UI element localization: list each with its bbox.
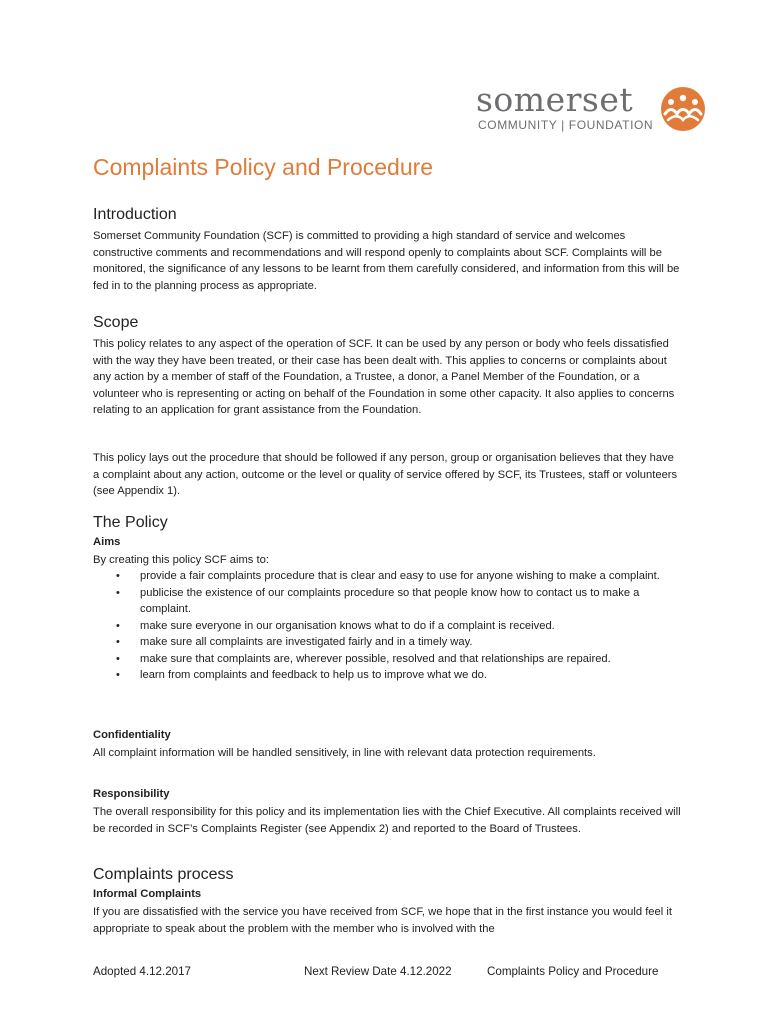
aims-list <box>112 568 672 684</box>
aims-label: Aims <box>93 536 121 548</box>
aim-item: • make sure all complaints are investigated fairly and in a timely way. <box>112 634 672 651</box>
somerset-community-foundation-logo <box>476 80 712 136</box>
aim-item: • make sure that complaints are, wherever possible, resolved and that relationships are repaired. <box>112 651 672 668</box>
logo-wordmark: somerset <box>476 80 634 119</box>
introduction-heading: Introduction <box>93 206 177 223</box>
informal-complaints-label: Informal Complaints <box>93 888 202 900</box>
responsibility-text: The overall responsibility for this policy and its implementation lies with the Chief Executive. All complaints received will be recorded in SCF’s Complaints Register (see Appendix 2) and reported to the Board of Trustees. <box>93 806 681 835</box>
page-title: Complaints Policy and Procedure <box>93 154 434 180</box>
responsibility-label: Responsibility <box>93 788 170 800</box>
aims-intro: By creating this policy SCF aims to: <box>93 554 269 566</box>
introduction-text: Somerset Community Foundation (SCF) is committed to providing a high standard of service and welcomes constructive comments and recommendations and will respond openly to complaints about SCF. Complaints will be monitored, the significance of any lessons to be learnt from them carefully considered, and information from this will be fed in to the planning process as appropriate. <box>93 230 680 292</box>
logo-subtitle: COMMUNITY | FOUNDATION <box>478 118 654 132</box>
informal-complaints-text: If you are dissatisfied with the service you have received from SCF, we hope that in the first instance you would feel it appropriate to speak about the problem with the member who is involved with the <box>93 906 672 935</box>
scope-heading: Scope <box>93 314 139 331</box>
confidentiality-text: All complaint information will be handled sensitively, in line with relevant data protection requirements. <box>93 747 596 759</box>
confidentiality-label: Confidentiality <box>93 729 171 741</box>
logo-people-icon <box>660 86 706 132</box>
aim-item: • learn from complaints and feedback to help us to improve what we do. <box>112 667 672 684</box>
footer-review-date: Next Review Date 4.12.2022 <box>304 965 452 978</box>
policy-heading: The Policy <box>93 514 168 531</box>
footer-adopted-date: Adopted 4.12.2017 <box>93 965 191 978</box>
scope-paragraph-1: This policy relates to any aspect of the operation of SCF. It can be used by any person or body who feels dissatisfied with the way they have been treated, or their case has been dealt with. This applies to concerns or complaints about any action by a member of staff of the Foundation, a Trustee, a donor, a Panel Member of the Foundation, or a volunteer who is representing or acting on behalf of the Foundation in some other capacity. It also applies to concerns relating to an application for grant assistance from the Foundation. <box>93 338 675 416</box>
complaints-process-heading: Complaints process <box>93 866 234 883</box>
aim-item: • make sure everyone in our organisation knows what to do if a complaint is received. <box>112 618 672 635</box>
scope-paragraph-2: This policy lays out the procedure that should be followed if any person, group or organisation believes that they have a complaint about any action, outcome or the level or quality of service offered by SCF, its Trustees, staff or volunteers (see Appendix 1). <box>93 452 678 497</box>
footer-document-title: Complaints Policy and Procedure <box>487 965 659 978</box>
aim-item: • provide a fair complaints procedure that is clear and easy to use for anyone wishing to make a complaint. <box>112 568 672 585</box>
aim-item: • publicise the existence of our complaints procedure so that people know how to contact us to make a complaint. <box>112 585 672 618</box>
